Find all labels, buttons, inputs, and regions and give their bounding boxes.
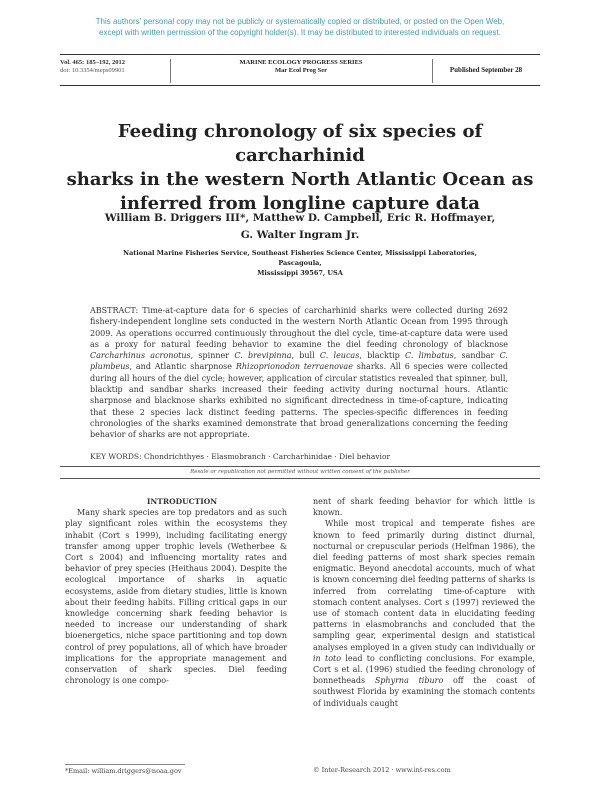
journal-cell xyxy=(170,59,433,83)
notice-line-1: This authors' personal copy may not be publicly or systematically copied or distributed, or posted on the Open Web, xyxy=(95,17,505,26)
section-heading: INTRODUCTION xyxy=(146,497,218,506)
affiliation-line-2: Mississippi 39567, USA xyxy=(257,269,343,277)
abstract-text-5: , sandbar xyxy=(453,351,500,361)
volume-cell xyxy=(60,59,171,83)
author-list xyxy=(80,210,520,244)
keywords-text: Chondrichthyes · Elasmobranch · Carcharhinidae · Diel behavior xyxy=(141,452,391,461)
corresponding-email: *Email: william.driggers@noaa.gov xyxy=(65,764,185,775)
para2-text-2: lead to conflicting conclusions. For example, Cort s et al. (1996) studied the feeding chronology of bonnetheads xyxy=(313,653,535,686)
title-line-3: inferred from longline capture data xyxy=(120,193,480,214)
journal-name: MARINE ECOLOGY PROGRESS SERIES xyxy=(239,59,363,66)
abstract-text-7: sharks. All 6 species were collected during all hours of the diel cycle; however, application of circular statistics revealed that spinner, bull, blacktip and sandbar sharks increased their feeding activity during nocturnal hours. Atlantic sharpnose and blacknose sharks exhibited no significant directedness in time-of-capture, indicating that these 2 species lack distinct feeding patterns. The species-specific differences in feeding chronologies of the sharks examined demonstrate that broad generalizations concerning the feeding behavior of sharks are not appropriate. xyxy=(90,362,509,440)
para2-text-1: While most tropical and temperate fishes are known to feed primarily during distinct diurnal, nocturnal or crepuscular periods (Helfman 1986), the diel feeding patterns of most shark species remain enigmatic. Beyond anecdotal accounts, much of what is known concerning diel feeding patterns of sharks is inferred from correlating time-of-capture with stomach content analyses. Cort s (1997) reviewed the use of stomach content data in elucidating feeding patterns in elasmobranchs and concluded that the sampling gear, experimental design and statistical analyses employed in a given study can individually or xyxy=(313,519,535,652)
affiliation xyxy=(110,248,490,278)
paper-title xyxy=(60,120,540,216)
divider-top xyxy=(60,466,540,467)
authors-line-1: William B. Driggers III*, Matthew D. Campbell, Eric R. Hoffmayer, xyxy=(104,212,496,224)
published-date: Published September 28 xyxy=(449,66,523,74)
divider-bottom xyxy=(60,478,540,479)
abstract-text-1: Time-at-capture data for 6 species of carcharhinid sharks were collected during 2692 fishery-independent longline sets conducted in the western North Atlantic Ocean from 1995 through 2009. As operations occurred continuously throughout the diel cycle, time-at-capture data were used as a proxy for natural feeding behavior to examine the diel feeding chronology of blacknose xyxy=(90,306,508,349)
abstract-text-6: , and Atlantic sharpnose xyxy=(129,362,236,372)
abstract-text-2: , spinner xyxy=(190,351,235,361)
para2-text-3: off the coast of southwest Florida by examining the stomach contents of individuals caught xyxy=(313,676,536,708)
abstract-label: ABSTRACT: xyxy=(90,306,139,315)
title-line-1: Feeding chronology of six species of carcharhinid xyxy=(117,121,483,166)
species-1: Carcharhinus acronotus xyxy=(90,351,191,361)
title-line-2: sharks in the western North Atlantic Ocean as xyxy=(66,169,534,190)
species-2: C. brevipinna xyxy=(234,351,292,361)
para2-species: Sphyrna tiburo xyxy=(374,676,444,686)
para2-italic: in toto xyxy=(313,653,342,663)
keywords xyxy=(90,452,508,462)
doi: doi: 10.3354/meps09901 xyxy=(60,67,125,74)
journal-header xyxy=(60,54,540,86)
abstract-text-4: , blacktip xyxy=(359,351,406,361)
species-3: C. leucas xyxy=(319,351,360,361)
affiliation-line-1: National Marine Fisheries Service, Southeast Fisheries Science Center, Mississippi Laboratories, Pascagoula, xyxy=(123,249,477,267)
intro-paragraph-2 xyxy=(313,518,535,708)
resale-notice: Resale or republication not permitted without written consent of the publisher xyxy=(190,469,410,475)
copyright-footer: © Inter-Research 2012 · www.int-res.com xyxy=(313,766,451,774)
species-4: C. limbatus xyxy=(405,351,454,361)
intro-paragraph-1: Many shark species are top predators and as such play significant roles within the ecosystems they inhabit (Cort s 1999), including facilitating energy transfer among upper trophic levels (Wetherbee & Cort s 2004) and influencing mortality rates and behavior of prey species (Heithaus 2004). Despite the ecological importance of sharks in aquatic ecosystems, aside from dietary studies, little is known about their feeding habits. Filling critical gaps in our knowledge concerning shark feeding behavior is needed to increase our understanding of shark bioenergetics, niche space partitioning and top down control of prey populations, all of which have broader implications for the appropriate management and conservation of shark species. Diel feeding chronology is one compo- xyxy=(65,508,287,686)
species-5: C. plumbeus xyxy=(90,351,508,372)
left-column xyxy=(65,496,287,686)
intro-continuation: nent of shark feeding behavior for which little is known. xyxy=(313,497,535,518)
copyright-notice xyxy=(0,16,600,38)
authors-line-2: G. Walter Ingram Jr. xyxy=(240,229,360,241)
species-6: Rhizoprionodon terraenovae xyxy=(235,362,353,372)
journal-abbrev: Mar Ecol Prog Ser xyxy=(275,67,327,74)
abstract xyxy=(90,305,508,441)
notice-line-2: except with written permission of the copyright holder(s). It may be distributed to interested individuals on request. xyxy=(99,28,501,37)
keywords-label: KEY WORDS: xyxy=(90,452,142,461)
volume-info: Vol. 465: 185–192, 2012 xyxy=(60,59,125,66)
right-column xyxy=(313,496,535,709)
abstract-text-3: , bull xyxy=(291,351,320,361)
